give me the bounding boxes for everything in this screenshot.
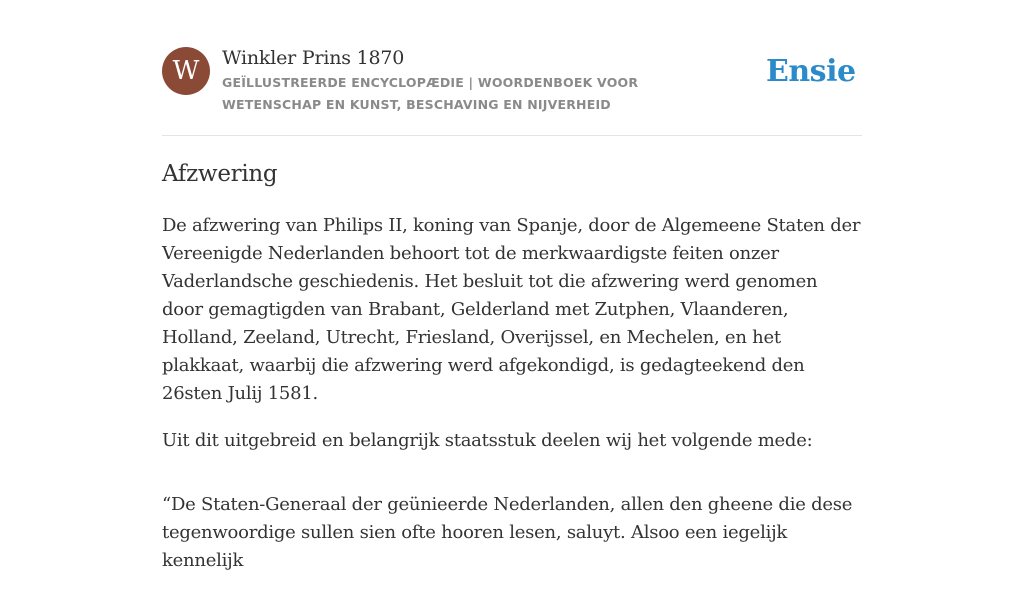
source-avatar[interactable]: W	[162, 47, 210, 95]
article-quote: “De Staten-Generaal der geünieerde Nederlanden, allen den gheene die dese tegenwoordige sullen sien ofte hooren lesen, saluyt. Alsoo een iegelijk kennelijk	[162, 494, 853, 571]
source-title-link[interactable]: Winkler Prins 1870	[222, 47, 405, 69]
article-body	[162, 212, 862, 594]
ensie-logo-link[interactable]: Ensie	[766, 54, 856, 89]
article-paragraph: Uit dit uitgebreid en belangrijk staatsstuk deelen wij het volgende mede:	[162, 430, 813, 451]
article-title: Afzwering	[162, 161, 278, 187]
source-subtitle: GEÏLLUSTREERDE ENCYCLOPÆDIE | WOORDENBOEK VOOR WETENSCHAP EN KUNST, BESCHAVING EN NIJVERHEID	[222, 75, 639, 112]
header-divider	[162, 135, 862, 136]
source-header	[162, 46, 862, 116]
article-paragraph: De afzwering van Philips II, koning van Spanje, door de Algemeene Staten der Vereenigde Nederlanden behoort tot de merkwaardigste feiten onzer Vaderlandsche geschiedenis. Het besluit tot die afzwering werd genomen door gemagtigden van Brabant, Gelderland met Zutphen, Vlaanderen, Holland, Zeeland, Utrecht, Friesland, Overijssel, en Mechelen, en het plakkaat, waarbij die afzwering werd afgekondigd, is gedagteekend den 26sten Julij 1581.	[162, 215, 861, 404]
